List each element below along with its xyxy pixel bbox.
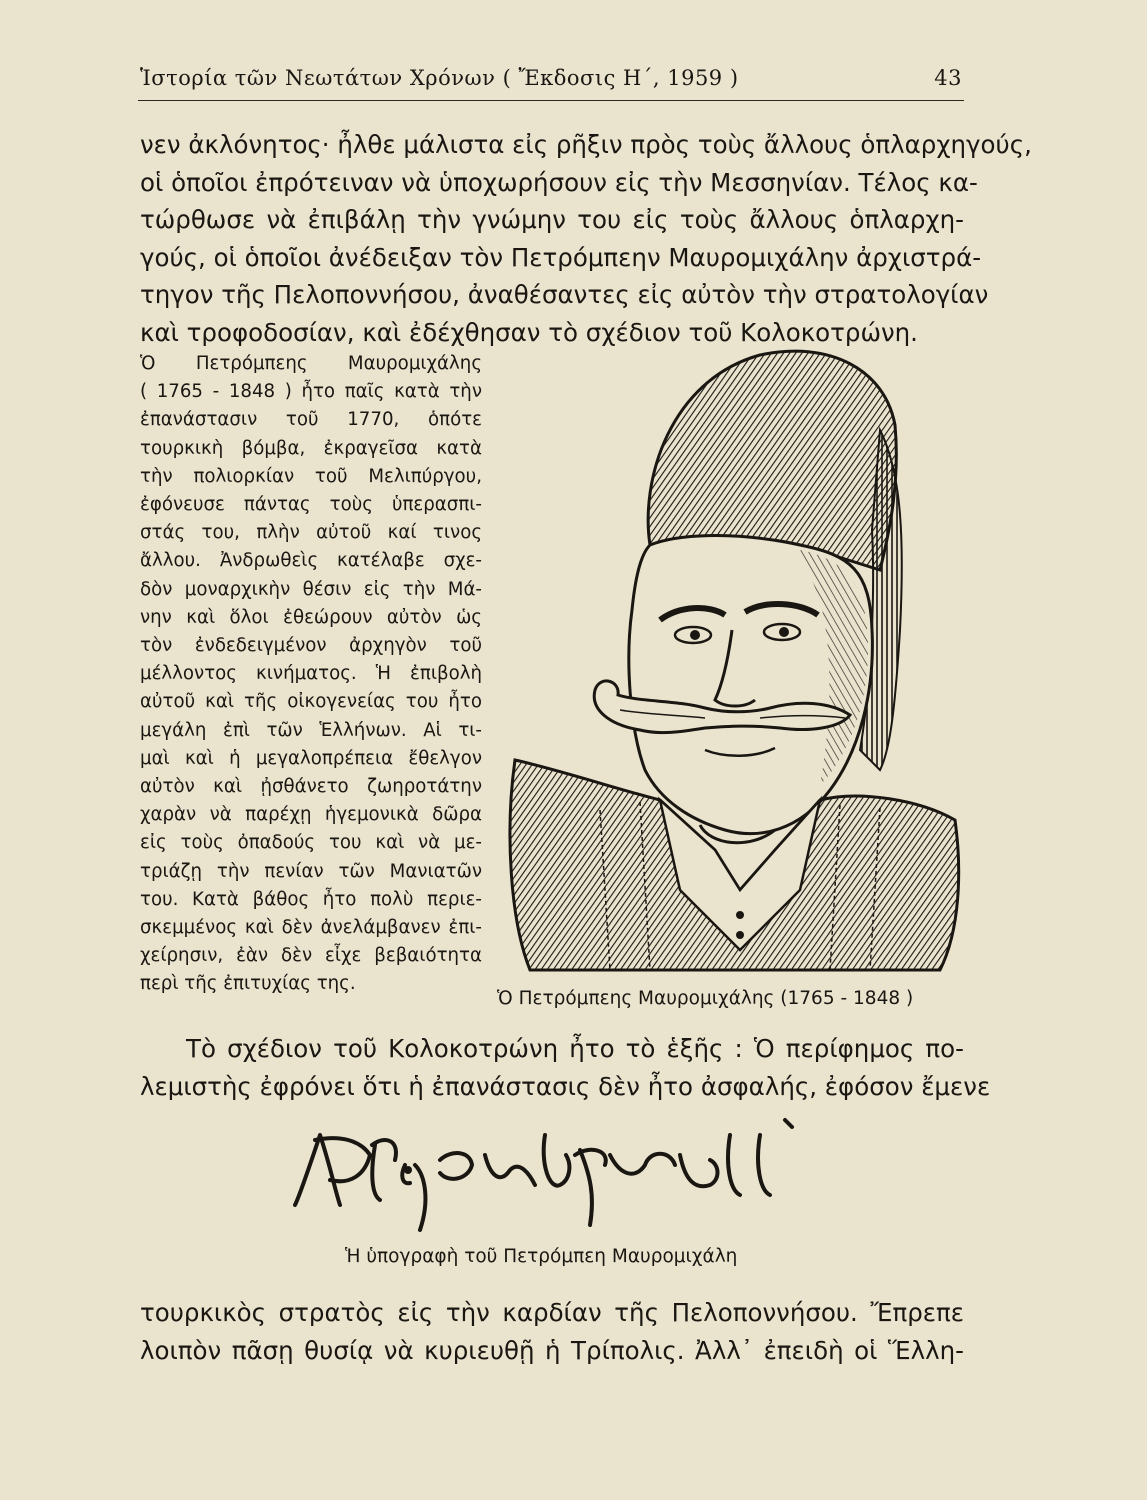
text-line: λοιπὸν πᾶσῃ θυσίᾳ νὰ κυριευθῇ ἡ Τρίπολις. Ἀλλ᾽ ἐπειδὴ οἱ Ἕλλη-: [140, 1335, 964, 1365]
text-line: τώρθωσε νὰ ἐπιβάλῃ τὴν γνώμην του εἰς τοὺς ἄλλους ὁπλαρχη-: [140, 205, 964, 234]
text-line: τηγον τῆς Πελοποννήσου, ἀναθέσαντες εἰς αὐτὸν τὴν στρατολογίαν: [140, 280, 989, 309]
signature-image: [290, 1105, 810, 1235]
sidebar-line: τὸν ἐνδεδειγμένον ἀρχηγὸν τοῦ: [140, 635, 482, 657]
sidebar-line: εἰς τοὺς ὀπαδούς του καὶ νὰ με-: [140, 832, 482, 854]
sidebar-line: του. Κατὰ βάθος ἦτο πολὺ περιε-: [140, 888, 482, 910]
sidebar-line: ( 1765 - 1848 ) ἦτο παῖς κατὰ τὴν: [140, 381, 482, 403]
bottom-paragraph: [140, 1294, 964, 1369]
page-number: 43: [934, 66, 962, 90]
top-paragraph: [140, 126, 1032, 351]
sidebar-line: μαὶ καὶ ἡ μεγαλοπρέπεια ἔθελγον: [140, 747, 482, 769]
sidebar-line: αὐτοῦ καὶ τῆς οἰκογενείας του ἦτο: [140, 691, 482, 713]
text-line: οἱ ὁποῖοι ἐπρότειναν νὰ ὑποχωρήσουν εἰς τὴν Μεσσηνίαν. Τέλος κα-: [140, 167, 978, 197]
sidebar-line: ἐφόνευσε πάντας τοὺς ὑπερασπι-: [140, 494, 482, 516]
signature-caption: Ἡ ὑπογραφὴ τοῦ Πετρόμπεη Μαυρομιχάλη: [345, 1246, 738, 1267]
running-header: [140, 62, 962, 96]
sidebar-line: δὸν μοναρχικὴν θέσιν εἰς τὴν Μά-: [140, 578, 482, 600]
text-line: νεν ἀκλόνητος· ἦλθε μάλιστα εἰς ρῆξιν πρὸς τοὺς ἄλλους ὁπλαρχηγούς,: [140, 130, 1032, 159]
portrait-illustration: [500, 330, 966, 980]
sidebar-line: χείρησιν, ἐὰν δὲν εἶχε βεβαιότητα: [140, 945, 482, 967]
biography-sidebar: [140, 350, 482, 999]
portrait-caption: Ὁ Πετρόμπεης Μαυρομιχάλης (1765 - 1848 ): [497, 988, 914, 1009]
sidebar-line: περὶ τῆς ἐπιτυχίας της.: [140, 973, 356, 995]
sidebar-line: τουρκικὴ βόμβα, ἐκραγεῖσα κατὰ: [140, 437, 482, 459]
sidebar-line: σκεμμένος καὶ δὲν ἀνελάμβανεν ἐπι-: [140, 917, 482, 939]
sidebar-line: χαρὰν νὰ παρέχῃ ἡγεμονικὰ δῶρα: [140, 804, 482, 826]
header-rule: [138, 100, 964, 101]
text-line: γούς, οἱ ὁποῖοι ἀνέδειξαν τὸν Πετρόμπεην Μαυρομιχάλην ἀρχιστρά-: [140, 242, 982, 272]
middle-paragraph: [140, 1030, 991, 1105]
sidebar-line: ἄλλου. Ἀνδρωθεὶς κατέλαβε σχε-: [140, 550, 482, 572]
sidebar-line: νην καὶ ὅλοι ἐθεώρουν αὐτὸν ὡς: [140, 606, 482, 628]
sidebar-line: μεγάλη ἐπὶ τῶν Ἑλλήνων. Αἱ τι-: [140, 719, 482, 741]
sidebar-line: Ὁ Πετρόμπεης Μαυρομιχάλης: [140, 353, 482, 374]
sidebar-line: μέλλοντος κινήματος. Ἡ ἐπιβολὴ: [140, 663, 482, 685]
running-title: Ἱστορία τῶν Νεωτάτων Χρόνων ( Ἔκδοσις Η΄, 1959 ): [140, 66, 739, 90]
text-line: λεμιστὴς ἐφρόνει ὅτι ἡ ἐπανάστασις δὲν ἦτο ἀσφαλής, ἐφόσον ἔμενε: [140, 1071, 991, 1101]
sidebar-line: τὴν πολιορκίαν τοῦ Μελιπύργου,: [140, 465, 482, 487]
text-line: καὶ τροφοδοσίαν, καὶ ἐδέχθησαν τὸ σχέδιον τοῦ Κολοκοτρώνη.: [140, 317, 918, 347]
sidebar-line: στάς του, πλὴν αὐτοῦ καί τινος: [140, 522, 482, 544]
sidebar-line: ἐπανάστασιν τοῦ 1770, ὁπότε: [140, 409, 482, 431]
text-line: τουρκικὸς στρατὸς εἰς τὴν καρδίαν τῆς Πελοποννήσου. Ἔπρεπε: [140, 1298, 964, 1327]
text-line: Τὸ σχέδιον τοῦ Κολοκοτρώνη ἦτο τὸ ἑξῆς : Ὁ περίφημος πο-: [186, 1034, 964, 1063]
sidebar-line: τριάζῃ τὴν πενίαν τῶν Μανιατῶν: [140, 860, 482, 882]
sidebar-line: αὐτὸν καὶ ᾐσθάνετο ζωηροτάτην: [140, 776, 482, 798]
